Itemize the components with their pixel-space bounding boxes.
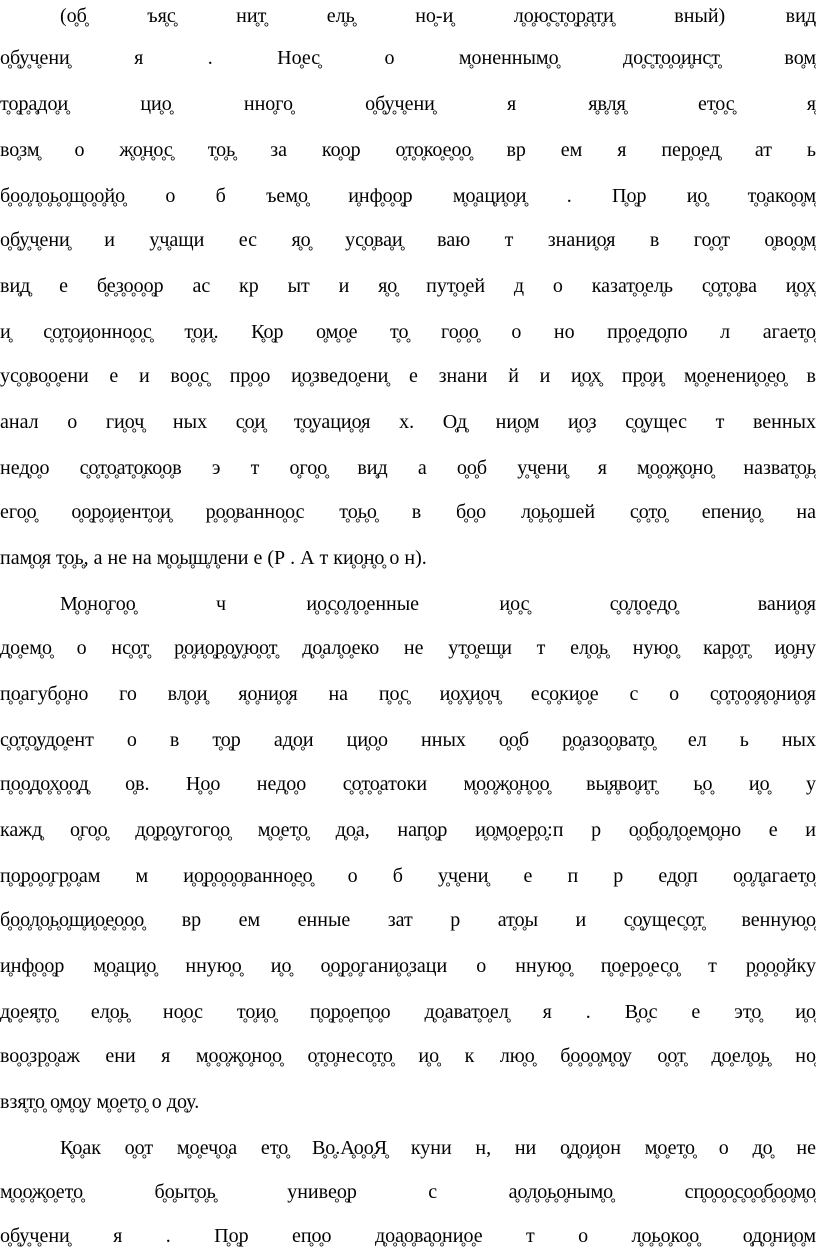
text-line-12: его̥о̥ о̥о̥р̥о̥и̥ент̥о̥и̥ р̥о̥о̥ванно̥о̥с т̥о̥ь̥о̥ в б̥о̥о л̥о̥ь̥о̥шей с̥о̥т̥о̥ епени̥о̥ на <box>0 501 816 523</box>
text-line-26: К̥о̥ак о̥о̥т м̥о̥еч̥о̥а ет̥о̥ В̥о̥.А̥о̥о̥Я̥ куни н, ни о̥д̥о̥и̥он м̥о̥ет̥о̥ о д̥о̥ не <box>60 1137 816 1159</box>
text-line-17: с̥о̥т̥о̥уд̥о̥ент о в т̥о̥р ад̥о̥и ци̥о̥о нных о̥о̥б р̥о̥азо̥о̥ват̥о̥ ел ь ных <box>0 729 816 751</box>
text-line-4: во̥зм̥ о ж̥о̥н̥о̥с̥ т̥о̥ь̥ за ко̥о̥р о̥т̥о̥ко̥е̥о̥о̥ вр ем я пер̥о̥ед̥ ат ь <box>0 139 816 161</box>
text-line-19: кажд̥ о̥го̥о̥ д̥о̥р̥о̥угого̥о̥ м̥о̥ет̥о̥ д̥о̥а, нап̥о̥р и̥о̥м̥о̥ер̥о̥:п р о̥о̥б̥о̥л̥о̥ем̥о̥но е и <box>0 819 816 841</box>
text-line-21: б̥о̥о̥л̥о̥ь̥о̥ш̥и̥о̥е̥о̥о̥о̥ вр ем енные зат р ат̥о̥ы и с̥о̥ущес̥о̥т̥ венную̥о̥ <box>0 909 816 931</box>
text-line-27: м̥о̥о̥ж̥о̥ет̥о̥ б̥о̥ыт̥о̥ь̥ униве̥о̥р с а̥о̥л̥о̥ь̥о̥ным̥о̥ сп̥о̥о̥о̥с̥о̥о̥б̥о̥о̥м̥о̥ <box>0 1181 816 1203</box>
text-line-20: п̥о̥р̥о̥о̥гр̥о̥ам м и̥о̥р̥о̥о̥о̥ванно̥е̥о̥ о б у̥ч̥ени̥ е п р ед̥о̥п о̥о̥л̥агает̥о̥ <box>0 865 816 887</box>
text-line-11: нед̥о̥о с̥о̥т̥о̥ат̥о̥ко̥о̥в э т о̥го̥о̥ ви̥д а о̥о̥б у̥ч̥ени̥ я м̥о̥о̥ж̥о̥но̥ назват̥о̥ь̥ <box>0 457 816 479</box>
text-line-9: ус̥о̥во̥о̥ени е и во̥о̥с̥ пр̥о̥о и̥о̥зведо̥ени̥ е знани й и и̥о̥х̥ пр̥о̥и̥ м̥о̥енени̥о̥е̥о̥ в <box>0 365 816 387</box>
text-line-8: и̥ с̥о̥т̥о̥и̥онно̥о̥с̥ т̥о̥и̥. К̥о̥р о̥м̥о̥е т̥о̥ го̥о̥о̥ о но пр̥о̥ед̥о̥по л агает̥о̥ <box>0 321 816 343</box>
text-line-24: во̥о̥зр̥о̥аж ени я м̥о̥о̥ж̥о̥но̥о̥ о̥т̥о̥несо̥т̥о̥ и̥о̥ к лю̥о̥ б̥о̥о̥о̥м̥о̥у о̥о̥т̥ д̥о̥ел̥о̥ь̥ но̥ <box>0 1045 816 1067</box>
text-line-18: п̥о̥о̥д̥о̥х̥о̥о̥д̥ о̥в. Н̥о̥о нед̥о̥о с̥о̥т̥о̥атоки м̥о̥о̥ж̥о̥н̥о̥о̥ вы̥я̥во̥и̥т̥ ь̥о̥ и̥о̥ у <box>0 773 816 795</box>
text-line-25: взя̥т̥о̥ о̥м̥о̥у м̥о̥ет̥о̥ о д̥о̥у. <box>0 1091 200 1113</box>
text-line-7: ви̥д̥ е б̥е̥з̥о̥о̥о̥р ас кр ыт и я̥о̥ пут̥о̥ей д о казат̥о̥ел̥ь с̥о̥т̥о̥ва и̥о̥х̥ <box>0 275 816 297</box>
text-line-23: д̥о̥ея̥т̥о̥ ел̥о̥ь̥ но̥о̥с т̥о̥и̥о̥ п̥о̥р̥о̥еп̥о̥о д̥о̥ават̥о̥ел̥ я . В̥о̥с е эт̥о̥ и̥о̥ <box>0 1001 816 1023</box>
text-line-1: (о̥б̥ ъя̥с̥ ни̥т̥ ел̥ь̥ но̥-и̥ л̥о̥ю̥с̥т̥о̥р̥а̥т̥и̥ вный) ви̥д̥ <box>60 5 816 27</box>
text-line-10: анал о ги̥о̥ч̥ ных с̥о̥и̥ т̥о̥уаци̥о̥я х. О̥д̥ ни̥о̥м и̥о̥з с̥о̥ущес т венных <box>0 411 816 433</box>
text-line-13: пам̥о̥я т̥о̥ь̥, а не на м̥о̥ы̥ш̥л̥ени е (Р . А т ки̥о̥н̥о̥ о н). <box>0 547 427 569</box>
text-line-5: б̥о̥о̥л̥о̥ь̥о̥ш̥о̥о̥й̥о̥ о б ъем̥о̥ и̥нф̥о̥о̥р м̥о̥ац̥и̥о̥и̥ . П̥о̥р и̥о̥ т̥о̥ако̥о̥м̥ <box>0 185 816 207</box>
text-line-2: о̥б̥у̥ч̥ени̥ я . Но̥ес̥ о м̥оненным̥о̥ до̥с̥т̥о̥о̥и̥нс̥т̥ во̥м̥ <box>0 47 816 69</box>
text-line-14: М̥о̥но̥го̥о̥ ч и̥о̥с̥о̥л̥о̥енные и̥о̥с̥ с̥о̥л̥о̥ед̥о̥ вани̥о̥я <box>60 593 816 615</box>
text-line-6: о̥б̥у̥ч̥ени̥ и у̥ч̥ащи ес я̥о̥ ус̥о̥ва̥и̥ ваю т знани̥о̥я в го̥о̥т о̥во̥о̥м̥ <box>0 229 816 251</box>
text-line-15: д̥о̥ем̥о̥ о нс̥о̥т̥ р̥о̥и̥о̥р̥о̥у̥ю̥о̥т̥ д̥о̥ал̥о̥еко не ут̥о̥еш̥и т ел̥о̥ь̥ ную̥о̥ кар̥о̥т̥ и̥о̥ну <box>0 637 816 659</box>
text-line-3: т̥о̥р̥а̥до̥и̥ ци̥о̥ нно̥го̥ о̥б̥у̥ч̥ени̥ я я̥в̥л̥я̥ ет̥о̥с̥ я̥ <box>0 93 816 115</box>
text-line-28: о̥б̥у̥ч̥ени̥ я . П̥о̥р еп̥о̥о д̥о̥а̥о̥ва̥о̥ни̥о̥е т о л̥о̥ь̥о̥ко̥о̥ о̥д̥о̥ни̥о̥м <box>0 1225 816 1247</box>
text-line-22: и̥нф̥о̥о̥р м̥о̥аци̥о̥ нную̥о̥ и̥о̥ о̥о̥р̥о̥гани̥о̥заци о нную̥о̥ п̥о̥ер̥о̥ес̥о̥ т р̥о̥о̥о̥йку <box>0 955 816 977</box>
text-line-16: п̥о̥агуб̥о̥но го вл̥о̥и̥ я̥о̥ни̥о̥я на п̥о̥с̥ и̥о̥х̥и̥о̥ч̥ ес̥о̥ки̥о̥е с о с̥о̥т̥о̥о̥я̥о̥ни̥о̥я <box>0 683 816 705</box>
